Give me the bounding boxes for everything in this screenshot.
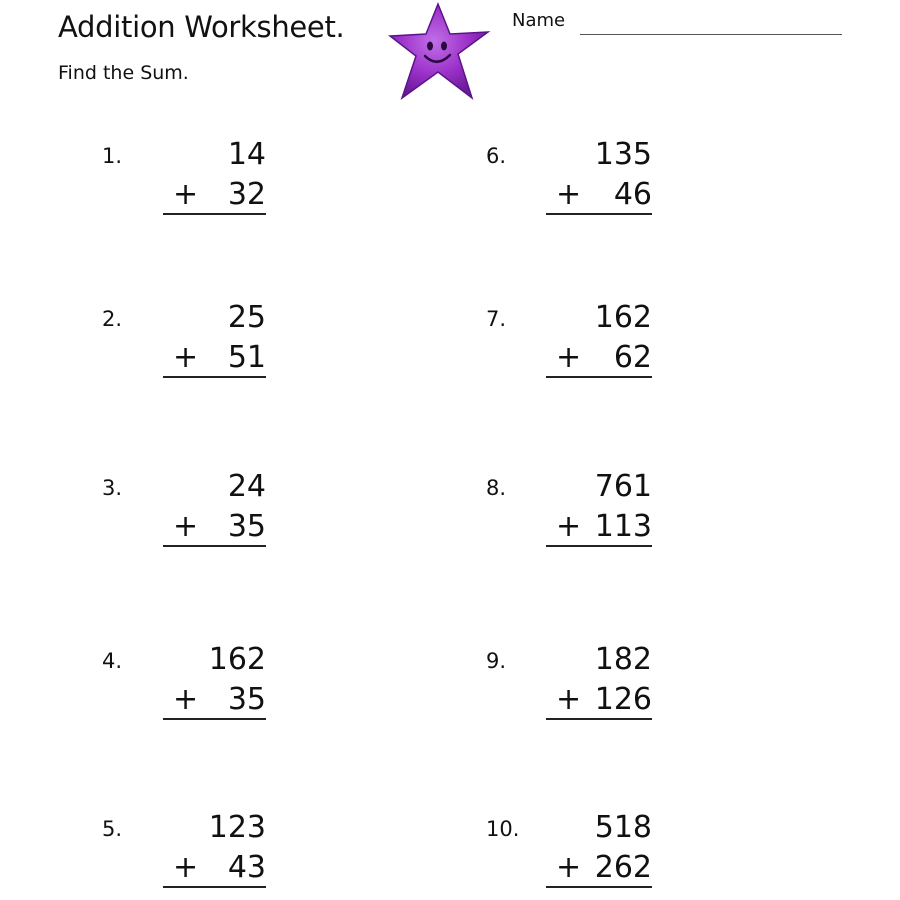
first-addend: 182 <box>594 642 652 677</box>
plus-sign: + <box>556 340 582 375</box>
second-addend: 46 <box>613 177 652 212</box>
plus-sign: + <box>173 850 199 885</box>
sum-line <box>546 376 652 378</box>
plus-sign: + <box>556 509 582 544</box>
sum-line <box>163 886 266 888</box>
plus-sign: + <box>556 850 582 885</box>
first-addend: 135 <box>594 137 652 172</box>
problem-number: 8. <box>486 476 507 500</box>
first-addend: 162 <box>594 300 652 335</box>
first-addend: 14 <box>227 137 266 172</box>
sum-line <box>163 213 266 215</box>
sum-line <box>546 213 652 215</box>
problem-number: 2. <box>102 307 123 331</box>
problem-number: 7. <box>486 307 507 331</box>
problem-number: 1. <box>102 144 123 168</box>
first-addend: 25 <box>227 300 266 335</box>
second-addend: 35 <box>227 509 266 544</box>
instructions: Find the Sum. <box>58 62 189 84</box>
problem-number: 10. <box>486 817 520 841</box>
name-label: Name <box>512 10 566 31</box>
second-addend: 113 <box>594 509 652 544</box>
second-addend: 126 <box>594 682 652 717</box>
sum-line <box>546 718 652 720</box>
sum-line <box>163 718 266 720</box>
second-addend: 62 <box>613 340 652 375</box>
worksheet-title: Addition Worksheet. <box>58 10 345 44</box>
problem-number: 3. <box>102 476 123 500</box>
plus-sign: + <box>173 177 199 212</box>
problem-number: 4. <box>102 649 123 673</box>
second-addend: 35 <box>227 682 266 717</box>
plus-sign: + <box>556 177 582 212</box>
problem-number: 6. <box>486 144 507 168</box>
first-addend: 24 <box>227 469 266 504</box>
first-addend: 761 <box>594 469 652 504</box>
second-addend: 51 <box>227 340 266 375</box>
name-field[interactable] <box>580 34 842 35</box>
plus-sign: + <box>173 509 199 544</box>
sum-line <box>546 545 652 547</box>
first-addend: 518 <box>594 810 652 845</box>
first-addend: 162 <box>208 642 266 677</box>
plus-sign: + <box>173 340 199 375</box>
second-addend: 262 <box>594 850 652 885</box>
plus-sign: + <box>556 682 582 717</box>
first-addend: 123 <box>208 810 266 845</box>
second-addend: 43 <box>227 850 266 885</box>
smiley-star-icon <box>388 2 492 102</box>
problem-number: 9. <box>486 649 507 673</box>
problem-number: 5. <box>102 817 123 841</box>
sum-line <box>163 545 266 547</box>
plus-sign: + <box>173 682 199 717</box>
sum-line <box>163 376 266 378</box>
second-addend: 32 <box>227 177 266 212</box>
sum-line <box>546 886 652 888</box>
